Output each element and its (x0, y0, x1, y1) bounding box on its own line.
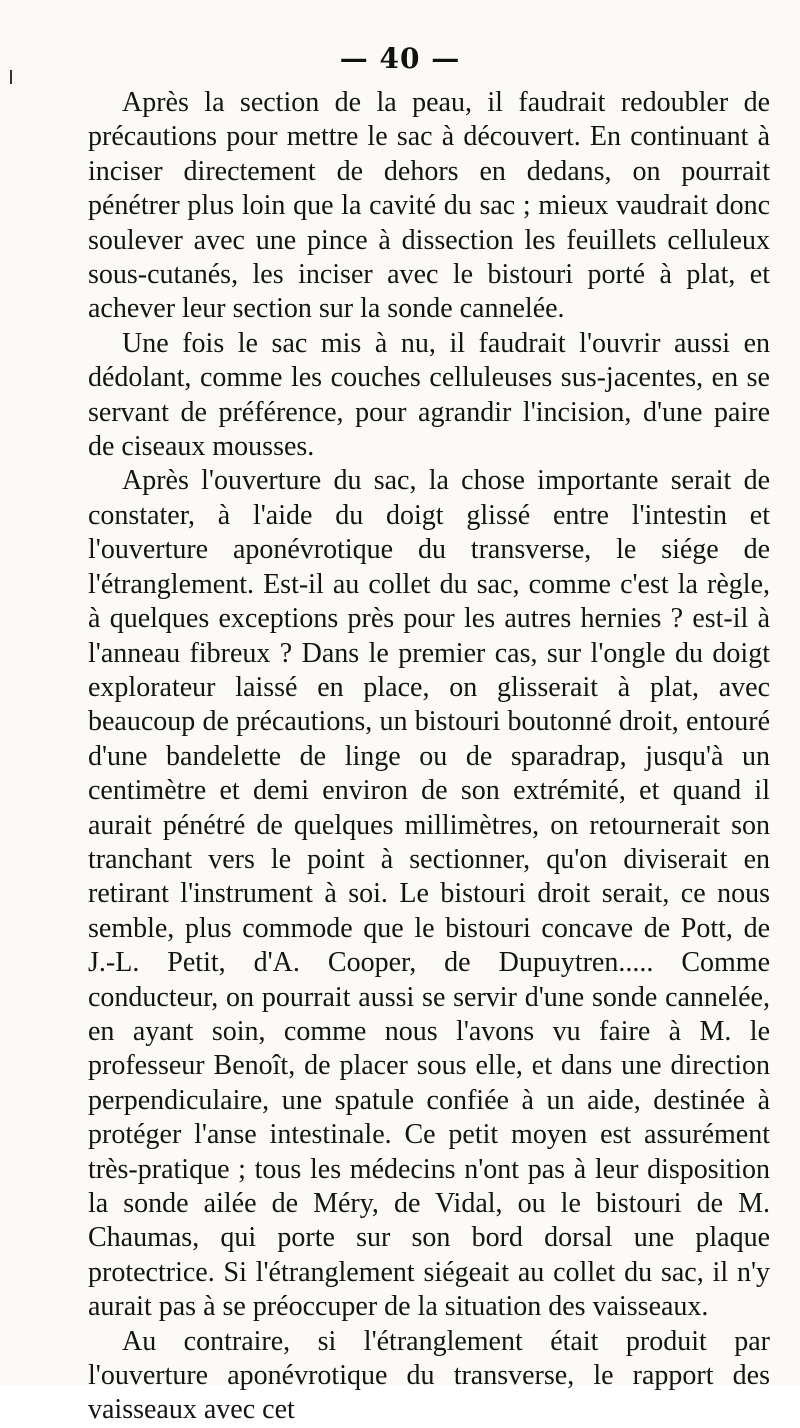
paragraph-1: Après la section de la peau, il faudrait redoubler de précautions pour mettre le sac à découvert. En continuant à inciser directement de dehors en dedans, on pourrait pénétrer plus loin que la cavité du sac ; mieux vaudrait donc soulever avec une pince à dissection les feuillets celluleux sous-cutanés, les inciser avec le bistouri porté à plat, et achever leur section sur la sonde cannelée. (88, 87, 770, 325)
page-number: — 40 — (339, 42, 461, 75)
paragraph-2: Une fois le sac mis à nu, il faudrait l'ouvrir aussi en dédolant, comme les couches celluleuses sus-jacentes, en se servant de préférence, pour agrandir l'incision, d'une paire de ciseaux mousses. (88, 327, 770, 463)
body-text (88, 86, 770, 1428)
paragraph-3: Après l'ouverture du sac, la chose importante serait de constater, à l'aide du doigt glissé entre l'intestin et l'ouverture aponévrotique du transverse, le siége de l'étranglement. Est-il au collet du sac, comme c'est la règle, à quelques exceptions près pour les autres hernies ? est-il à l'anneau fibreux ? Dans le premier cas, sur l'ongle du doigt explorateur laissé en place, on glisserait à plat, avec beaucoup de précautions, un bistouri boutonné droit, entouré d'une bandelette de linge ou de sparadrap, jusqu'à un centimètre et demi environ de son extrémité, et quand il aurait pénétré de quelques millimètres, on retournerait son tranchant vers le point à sectionner, qu'on diviserait en retirant l'instrument à soi. Le bistouri droit serait, ce nous semble, plus commode que le bistouri concave de Pott, de J.-L. Petit, d'A. Cooper, de Dupuytren..... Comme conducteur, on pourrait aussi se servir d'une sonde cannelée, en ayant soin, comme nous l'avons vu faire à M. le professeur Benoît, de placer sous elle, et dans une direction perpendiculaire, une spatule confiée à un aide, destinée à protéger l'anse intestinale. Ce petit moyen est assurément très-pratique ; tous les médecins n'ont pas à leur disposition la sonde ailée de Méry, de Vidal, ou le bistouri de M. Chaumas, qui porte sur son bord dorsal une plaque protectrice. Si l'étranglement siégeait au collet du sac, il n'y aurait pas à se préoccuper de la situation des vaisseaux. (88, 465, 770, 1323)
paragraph-4: Au contraire, si l'étranglement était produit par l'ouverture aponévrotique du transverse, le rapport des vaisseaux avec cet (88, 1325, 770, 1426)
